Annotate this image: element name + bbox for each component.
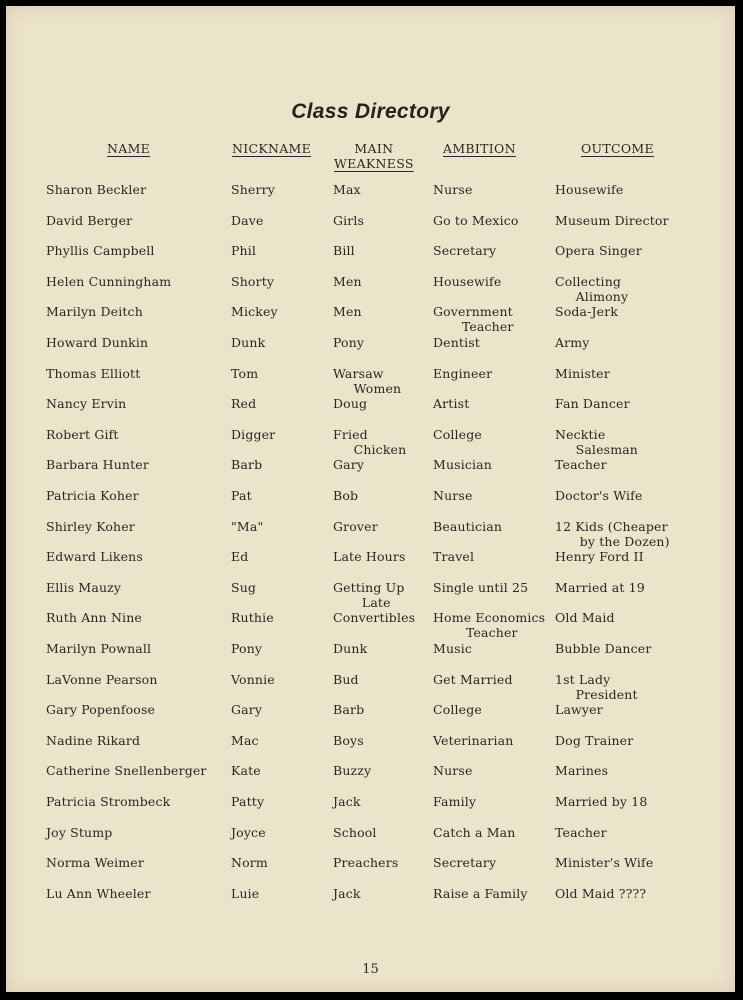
ambition-cell: Government Teacher (433, 304, 514, 335)
table-row (6, 427, 735, 457)
ambition-cell: Get Married (433, 671, 513, 687)
ambition-cell: Family (433, 794, 477, 809)
nickname-cell: Gary (231, 702, 263, 718)
nickname-cell: Mickey (231, 304, 278, 320)
outcome-cell: Marines (555, 763, 609, 779)
name-cell: Shirley Koher (46, 518, 135, 534)
weakness-cell: Bob (333, 488, 359, 503)
weakness-cell: Buzzy (333, 763, 372, 779)
weakness-cell: Fried Chicken (333, 426, 407, 457)
name-cell: Howard Dunkin (46, 335, 149, 350)
header-name: NAME (107, 141, 151, 156)
nickname-cell: Luie (231, 885, 260, 901)
page-number: 15 (362, 962, 379, 977)
nickname-cell: Vonnie (231, 671, 275, 687)
ambition-cell: Single until 25 (433, 579, 529, 595)
nickname-cell: Barb (231, 457, 263, 473)
weakness-cell: Men (333, 304, 362, 320)
weakness-cell: Convertibles (333, 610, 416, 626)
name-cell: Nadine Rikard (46, 732, 141, 748)
table-row (6, 855, 735, 885)
nickname-cell: Ruthie (231, 610, 274, 626)
nickname-cell: Red (231, 396, 257, 412)
name-cell: Helen Cunningham (46, 273, 172, 289)
weakness-cell: Girls (333, 212, 365, 228)
ambition-cell: College (433, 426, 482, 442)
name-cell: Ruth Ann Nine (46, 610, 142, 626)
name-cell: Ellis Mauzy (46, 579, 122, 595)
name-cell: Patricia Koher (46, 488, 139, 503)
outcome-cell: Lawyer (555, 702, 603, 718)
nickname-cell: Kate (231, 763, 261, 779)
header-outcome: OUTCOME (581, 141, 654, 156)
nickname-cell: Mac (231, 732, 259, 748)
table-row (6, 763, 735, 793)
nickname-cell: Sug (231, 579, 257, 595)
ambition-cell: Secretary (433, 855, 497, 871)
name-cell: Nancy Ervin (46, 396, 127, 412)
weakness-cell: School (333, 824, 377, 840)
name-cell: Norma Weimer (46, 855, 144, 871)
name-cell: LaVonne Pearson (46, 671, 158, 687)
outcome-cell: Minister's Wife (555, 855, 654, 871)
table-row (6, 794, 735, 824)
table-row (6, 519, 735, 549)
weakness-cell: Getting Up Late (333, 579, 405, 610)
outcome-cell: Fan Dancer (555, 396, 630, 412)
table-row (6, 243, 735, 273)
table-row (6, 274, 735, 304)
outcome-cell: Opera Singer (555, 243, 642, 259)
outcome-cell: 12 Kids (Cheaper by the Dozen) (555, 518, 670, 549)
name-cell: Catherine Snellenberger (46, 763, 207, 779)
weakness-cell: Barb (333, 702, 365, 718)
name-cell: Gary Popenfoose (46, 702, 156, 718)
nickname-cell: Pony (231, 641, 263, 656)
table-row (6, 702, 735, 732)
outcome-cell: Army (555, 335, 590, 350)
outcome-cell: Teacher (555, 824, 607, 840)
ambition-cell: College (433, 702, 482, 718)
outcome-cell: Soda-Jerk (555, 304, 619, 320)
ambition-cell: Beautician (433, 518, 503, 534)
ambition-cell: Artist (433, 396, 470, 412)
name-cell: Lu Ann Wheeler (46, 885, 151, 901)
table-row (6, 886, 735, 916)
ambition-cell: Nurse (433, 182, 473, 197)
name-cell: David Berger (46, 212, 133, 228)
outcome-cell: Doctor's Wife (555, 488, 643, 503)
outcome-cell: Housewife (555, 182, 624, 197)
weakness-cell: Bud (333, 671, 359, 687)
ambition-cell: Catch a Man (433, 824, 516, 840)
outcome-cell: Married by 18 (555, 794, 648, 809)
ambition-cell: Engineer (433, 365, 493, 381)
outcome-cell: 1st Lady President (555, 671, 638, 702)
weakness-cell: Preachers (333, 855, 399, 871)
outcome-cell: Bubble Dancer (555, 641, 652, 656)
table-row (6, 610, 735, 640)
table-row (6, 488, 735, 518)
outcome-cell: Dog Trainer (555, 732, 634, 748)
weakness-cell: Warsaw Women (333, 365, 402, 396)
table-row (6, 213, 735, 243)
outcome-cell: Old Maid (555, 610, 615, 626)
nickname-cell: Joyce (231, 824, 266, 840)
weakness-cell: Jack (333, 885, 361, 901)
nickname-cell: Norm (231, 855, 268, 871)
outcome-cell: Museum Director (555, 212, 669, 228)
table-row (6, 182, 735, 212)
outcome-cell: Collecting Alimony (555, 273, 629, 304)
outcome-cell: Minister (555, 365, 610, 381)
table-row (6, 733, 735, 763)
weakness-cell: Bill (333, 243, 355, 259)
weakness-cell: Boys (333, 732, 364, 748)
header-main-weakness: MAIN WEAKNESS (334, 141, 414, 171)
table-row (6, 396, 735, 426)
outcome-cell: Married at 19 (555, 579, 645, 595)
weakness-cell: Grover (333, 518, 378, 534)
table-row (6, 641, 735, 671)
name-cell: Edward Likens (46, 549, 143, 565)
name-cell: Marilyn Pownall (46, 641, 152, 656)
table-row (6, 366, 735, 396)
outcome-cell: Old Maid ???? (555, 885, 647, 901)
page-title: Class Directory (291, 100, 450, 123)
outcome-cell: Teacher (555, 457, 607, 473)
nickname-cell: Patty (231, 794, 265, 809)
table-row (6, 672, 735, 702)
weakness-cell: Jack (333, 794, 361, 809)
nickname-cell: Ed (231, 549, 249, 565)
weakness-cell: Gary (333, 457, 365, 473)
nickname-cell: Tom (231, 365, 259, 381)
ambition-cell: Musician (433, 457, 492, 473)
nickname-cell: Pat (231, 488, 252, 503)
ambition-cell: Secretary (433, 243, 497, 259)
table-row (6, 580, 735, 610)
nickname-cell: "Ma" (231, 518, 264, 534)
table-row (6, 304, 735, 334)
ambition-cell: Travel (433, 549, 475, 565)
table-row (6, 549, 735, 579)
name-cell: Joy Stump (46, 824, 113, 840)
weakness-cell: Pony (333, 335, 365, 350)
weakness-cell: Late Hours (333, 549, 406, 565)
nickname-cell: Dunk (231, 335, 266, 350)
ambition-cell: Housewife (433, 273, 502, 289)
table-row (6, 825, 735, 855)
name-cell: Patricia Strombeck (46, 794, 171, 809)
ambition-cell: Nurse (433, 763, 473, 779)
header-nickname: NICKNAME (232, 141, 312, 156)
weakness-cell: Max (333, 182, 361, 197)
name-cell: Sharon Beckler (46, 182, 147, 197)
ambition-cell: Music (433, 641, 473, 656)
header-ambition: AMBITION (443, 141, 516, 156)
name-cell: Barbara Hunter (46, 457, 149, 473)
table-row (6, 457, 735, 487)
nickname-cell: Digger (231, 426, 276, 442)
outcome-cell: Henry Ford II (555, 549, 644, 565)
ambition-cell: Veterinarian (433, 732, 514, 748)
weakness-cell: Doug (333, 396, 368, 412)
ambition-cell: Nurse (433, 488, 473, 503)
nickname-cell: Dave (231, 212, 264, 228)
ambition-cell: Home Economics Teacher (433, 610, 546, 641)
ambition-cell: Go to Mexico (433, 212, 519, 228)
nickname-cell: Shorty (231, 273, 275, 289)
nickname-cell: Phil (231, 243, 257, 259)
ambition-cell: Raise a Family (433, 885, 528, 901)
weakness-cell: Men (333, 273, 362, 289)
yearbook-page (6, 6, 735, 992)
table-row (6, 335, 735, 365)
outcome-cell: Necktie Salesman (555, 426, 638, 457)
name-cell: Robert Gift (46, 426, 119, 442)
name-cell: Marilyn Deitch (46, 304, 143, 320)
weakness-cell: Dunk (333, 641, 368, 656)
name-cell: Phyllis Campbell (46, 243, 155, 259)
ambition-cell: Dentist (433, 335, 480, 350)
nickname-cell: Sherry (231, 182, 275, 197)
name-cell: Thomas Elliott (46, 365, 141, 381)
